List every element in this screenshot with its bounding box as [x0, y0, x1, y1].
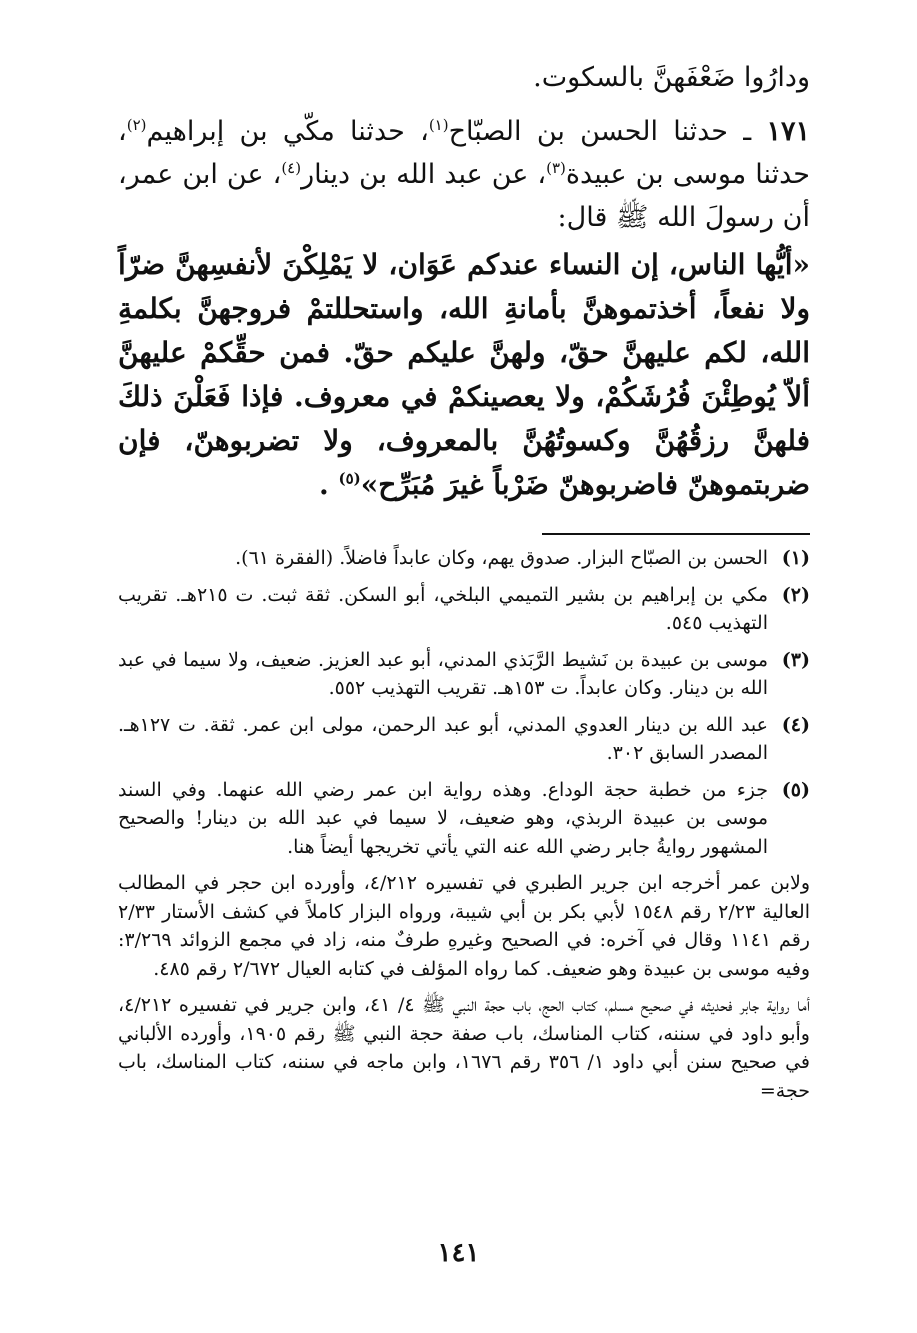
- footnote-line: في عبد الله بن دينار. وكان عابداً. ت ١٥٣هـ. تقريب التهذيب ٥٥٢.: [118, 648, 768, 699]
- footnote-line: أما رواية جابر فحديثه في صحيح مسلم، كتاب الحج، باب حجة النبي ﷺ ٤/: [397, 994, 810, 1016]
- footnote-continuation-paragraph: [118, 869, 810, 983]
- footnote-line: ٤١، وابن جرير في تفسيره ٤/٢١٢، وأبو داود في سننه، كتاب المناسك، باب: [118, 994, 810, 1045]
- page-number: ١٤١: [437, 1238, 480, 1268]
- footnote: [118, 776, 810, 862]
- footnote-line: المشهور روايةُ جابر رضي الله عنه التي يأتي تخريجها أيضاً هنا.: [287, 835, 768, 858]
- footnote-line: كشف الأستار ٢/٣٣ رقم ١١٤١ وقال في آخره: في الصحيح وغيرهِ طرفٌ منه،: [118, 900, 810, 951]
- footnote-ref[interactable]: (١): [428, 116, 449, 134]
- narration-part: ، حدثنا مكّي بن إبراهيم: [146, 116, 429, 147]
- footnote-line: صفة حجة النبي ﷺ رقم ١٩٠٥، وأورده الألباني في صحيح سنن أبي داود ١/: [118, 1022, 810, 1073]
- narration-part: حدثنا الحسن بن الصبّاح: [448, 116, 729, 147]
- footnote: [118, 544, 810, 573]
- hadith-number: ١٧١: [766, 116, 811, 147]
- footnote-line: المطالب العالية ٢/٢٣ رقم ١٥٤٨ لأبي بكر بن أبي شيبة، ورواه البزار كاملاً في: [118, 872, 810, 923]
- footnote-line: زاد في مجمع الزوائد ٣/٢٦٩: وفيه موسى بن عبيدة وهو ضعيف. كما رواه: [118, 929, 810, 980]
- footnote-text: [118, 776, 768, 862]
- footnote-text: [118, 581, 768, 638]
- footnote: [118, 646, 810, 703]
- narration-part: ، عن عبد الله بن دينار: [301, 159, 547, 190]
- continuation-line: ودارُوا ضَعْفَهنَّ بالسكوت.: [533, 62, 810, 93]
- narration-part: ، حدثنا موسى بن عبيدة: [118, 116, 810, 190]
- footnote-number: (٢): [781, 583, 810, 606]
- narration-part: ، عن ابن عمر، أن رسولَ الله ﷺ قال:: [118, 159, 810, 233]
- footnote-line: ولابن عمر أخرجه ابن جرير الطبري في تفسيره ٤/٢١٢، وأورده ابن حجر في: [194, 872, 810, 894]
- footnote-line: تقريب التهذيب ٥٤٥.: [118, 583, 768, 634]
- footnotes-section: [118, 544, 810, 1113]
- footnote-text: [118, 711, 768, 768]
- footnote-continuation-paragraph: [118, 991, 810, 1105]
- footnote-number: (٥): [781, 778, 810, 801]
- dash: ـ: [728, 116, 767, 147]
- footnote-line: ٣٥٦ رقم ١٦٧٦، وابن ماجه في سننه، كتاب المناسك، باب حجة=: [118, 1051, 810, 1102]
- footnote-ref[interactable]: (٣): [546, 159, 566, 177]
- footnote: [118, 711, 810, 768]
- footnote-divider: [542, 533, 810, 535]
- footnote-line: ١٢٧هـ. المصدر السابق ٣٠٢.: [118, 713, 768, 764]
- hadith-text: [118, 243, 810, 507]
- footnote-line: المؤلف في كتابه العيال ٢/٦٧٢ رقم ٤٨٥.: [153, 957, 469, 980]
- footnote-ref[interactable]: (٢): [126, 116, 147, 134]
- footnote-line: موسى بن عبيدة بن نَشيط الرَّبَذي المدني، أبو عبد العزيز. ضعيف، ولا سيما: [183, 648, 768, 671]
- footnote-number: (٤): [781, 713, 810, 736]
- footnote-number: (٣): [781, 648, 810, 671]
- footnote: [118, 581, 810, 638]
- hadith-end: .: [318, 468, 339, 501]
- footnote-line: موسى بن عبيدة الربذي، وهو ضعيف، لا سيما في عبد الله بن دينار! والصحيح: [118, 807, 768, 829]
- footnote-number: (١): [781, 547, 810, 569]
- footnote-line: عبد الله بن دينار العدوي المدني، أبو عبد الرحمن، مولى ابن عمر. ثقة. ت: [178, 713, 768, 736]
- footnote-text: [118, 544, 768, 573]
- hadith-body: «أيُّها الناس، إن النساء عندكم عَوَان، لا يَمْلِكْنَ لأنفسِهنَّ ضرّاً ولا نفعاً، أخذتموهنَّ بأمانةِ الله، واستحللتمْ فروجهنَّ بكلمةِ الله، لكم عليهنَّ حقّ، ولهنَّ عليكم حقّ. فمن حقِّكمْ عليهنَّ ألاّ يُوطِئْنَ فُرُشَكُمْ، ولا يعصينكمْ في معروف. فإذا فَعَلْنَ ذلكَ فلهنَّ رزقُهُنَّ وكسوتُهُنَّ بالمعروف، ولا تضربوهنّ، فإن ضربتموهنّ فاضربوهنّ ضَرْباً غيرَ مُبَرِّح»: [118, 248, 810, 501]
- footnote-line: مكي بن إبراهيم بن بشير التميمي البلخي، أبو السكن. ثقة ثبت. ت ٢١٥هـ.: [175, 583, 768, 606]
- footnote-ref[interactable]: (٤): [281, 159, 302, 177]
- footnote-line: الحسن بن الصبّاح البزار. صدوق يهم، وكان عابداً فاضلاً. (الفقرة ٦١).: [235, 547, 768, 569]
- footnote-ref[interactable]: (٥): [338, 469, 361, 488]
- footnote-line: جزء من خطبة حجة الوداع. وهذه رواية ابن عمر رضي الله عنهما. وفي السند: [118, 778, 768, 801]
- hadith-chain-of-narration: [118, 110, 810, 239]
- footnote-text: [118, 646, 768, 703]
